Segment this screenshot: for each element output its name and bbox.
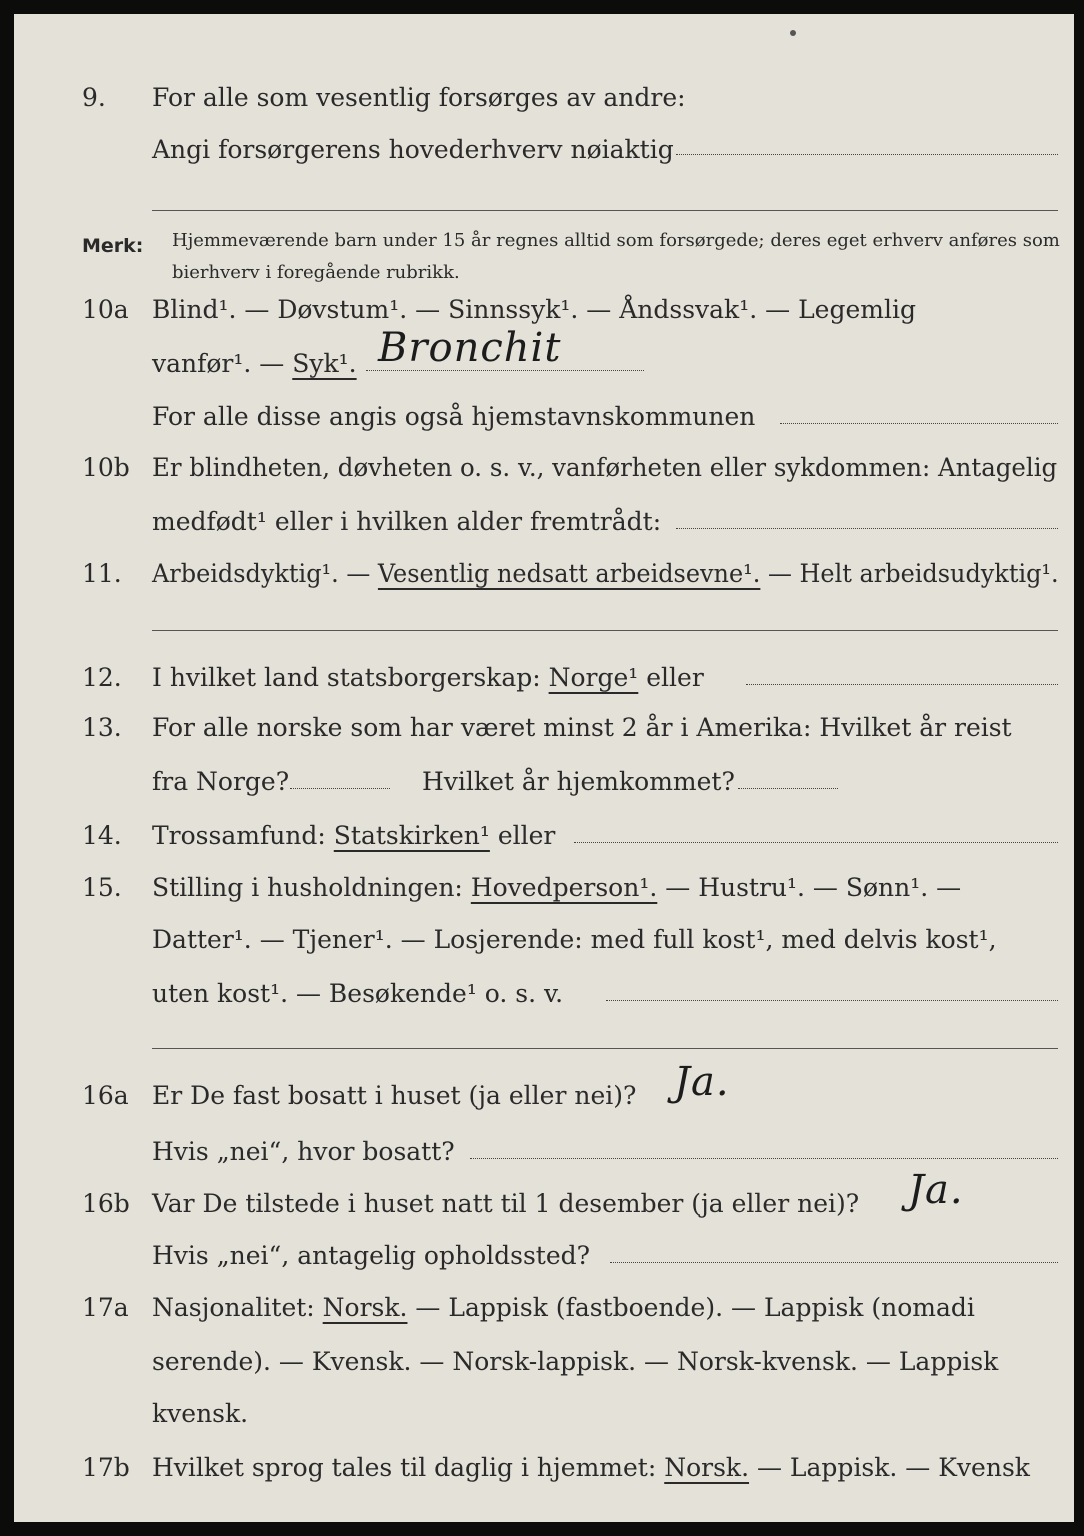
q9-text2: Angi forsørgerens hovederhverv nøiaktig: [152, 135, 674, 164]
q15-line2: [14, 920, 1074, 960]
q17a-text3: kvensk.: [152, 1399, 249, 1428]
q15-answer-line[interactable]: [152, 1048, 1058, 1049]
q15-answer-field[interactable]: [606, 1000, 1058, 1001]
q9-answer-line[interactable]: [152, 210, 1058, 211]
q14-text-wrap: [152, 816, 555, 856]
q12-text: I hvilket land statsborgerskap:: [152, 663, 549, 692]
q12-answer-field[interactable]: [746, 684, 1058, 685]
q10b-text: Er blindheten, døvheten o. s. v., vanførheten eller sykdommen: Antagelig: [152, 453, 1058, 482]
q10a-line2: [14, 325, 1074, 384]
q15-number: 15.: [82, 873, 122, 902]
census-form-page: [14, 14, 1074, 1522]
q14-text: Trossamfund:: [152, 821, 334, 850]
q16a-line1: [14, 1059, 1074, 1116]
q13-line1: [14, 708, 1074, 748]
q17a-text-wrap: [152, 1288, 975, 1328]
q13-reist-field[interactable]: [290, 788, 390, 789]
q17a-number: 17a: [82, 1293, 129, 1322]
merk-label: Merk:: [82, 235, 144, 257]
q16a-text: Er De fast bosatt i huset (ja eller nei)?: [152, 1081, 637, 1110]
q15-text2: Datter¹. — Tjener¹. — Losjerende: med full kost¹, med delvis kost¹,: [152, 925, 997, 954]
q9-answer-field[interactable]: [676, 154, 1058, 155]
q13-text: For alle norske som har været minst 2 år i Amerika: Hvilket år reist: [152, 713, 1012, 742]
q10a-text3: For alle disse angis også hjemstavnskommunen: [152, 402, 756, 431]
q17a-line3: [14, 1394, 1074, 1434]
q17b-norsk: Norsk.: [664, 1453, 750, 1482]
q17b-rest: — Lappisk. — Kvensk: [749, 1453, 1030, 1482]
q13-line2: [14, 762, 1074, 802]
q11-line: [14, 554, 1074, 594]
q16a-number: 16a: [82, 1081, 129, 1110]
q10b-line2: [14, 502, 1074, 542]
q17a-text: Nasjonalitet:: [152, 1293, 323, 1322]
q17a-text2: serende). — Kvensk. — Norsk-lappisk. — Norsk-kvensk. — Lappisk: [152, 1347, 999, 1376]
q10a-hjemstavn-field[interactable]: [780, 423, 1058, 424]
q11-option-a: Arbeidsdyktig¹. —: [152, 559, 378, 588]
q17a-line2: [14, 1342, 1074, 1382]
q11-option-b: Vesentlig nedsatt arbeidsevne¹.: [377, 559, 761, 588]
q16a-line2: [14, 1132, 1074, 1172]
q17a-line1: [14, 1288, 1074, 1328]
q16b-line1: [14, 1167, 1074, 1224]
q17b-text-wrap: [152, 1448, 1030, 1488]
ink-spot: [790, 30, 796, 36]
q15-text-wrap: [152, 868, 961, 908]
q10b-number: 10b: [82, 453, 130, 482]
q9-line2: [14, 130, 1074, 170]
q12-eller: eller: [638, 663, 704, 692]
q12-norge: Norge¹: [548, 663, 639, 692]
q16b-text: Var De tilstede i huset natt til 1 desember (ja eller nei)?: [152, 1189, 860, 1218]
q14-line: [14, 816, 1074, 856]
q14-number: 14.: [82, 821, 122, 850]
q10a-syk: Syk¹.: [292, 349, 357, 378]
q15-text3: uten kost¹. — Besøkende¹ o. s. v.: [152, 979, 564, 1008]
q16b-line2: [14, 1236, 1074, 1276]
q16a-handwriting: Ja.: [674, 1059, 730, 1105]
q17b-line: [14, 1448, 1074, 1488]
q9-text: For alle som vesentlig forsørges av andre:: [152, 83, 686, 112]
q17a-rest: — Lappisk (fastboende). — Lappisk (nomadi: [407, 1293, 975, 1322]
q16a-text2: Hvis „nei“, hvor bosatt?: [152, 1137, 455, 1166]
q15-line3: [14, 974, 1074, 1014]
q15-line1: [14, 868, 1074, 908]
q10a-line1: [14, 290, 1074, 330]
q12-number: 12.: [82, 663, 122, 692]
q13-hjemkommet-field[interactable]: [738, 788, 838, 789]
q13-reist: fra Norge?: [152, 767, 290, 796]
q16b-answer-field[interactable]: [610, 1262, 1058, 1263]
q10b-text2: medfødt¹ eller i hvilken alder fremtrådt:: [152, 507, 662, 536]
q11-option-c: — Helt arbeidsudyktig¹.: [760, 559, 1059, 588]
merk-note: [14, 226, 1074, 296]
q11-answer-line[interactable]: [152, 630, 1058, 631]
q15-hovedperson: Hovedperson¹.: [470, 873, 658, 902]
q10a-text: Blind¹. — Døvstum¹. — Sinnssyk¹. — Åndssvak¹. — Legemlig: [152, 295, 916, 324]
q14-answer-field[interactable]: [574, 842, 1058, 843]
q12-line: [14, 658, 1074, 698]
q17a-norsk: Norsk.: [322, 1293, 408, 1322]
q10b-line1: [14, 448, 1074, 488]
q12-text-wrap: [152, 658, 704, 698]
q9-line1: [14, 78, 1074, 118]
q10a-handwriting: Bronchit: [378, 325, 562, 371]
q15-text: Stilling i husholdningen:: [152, 873, 471, 902]
q16b-number: 16b: [82, 1189, 130, 1218]
q10a-number: 10a: [82, 295, 129, 324]
q16b-text2: Hvis „nei“, antagelig opholdssted?: [152, 1241, 591, 1270]
q10b-answer-field[interactable]: [676, 528, 1058, 529]
q14-eller: eller: [489, 821, 556, 850]
q16a-answer-field[interactable]: [470, 1158, 1058, 1159]
q11-text-wrap: [152, 554, 1059, 594]
q17b-text: Hvilket sprog tales til daglig i hjemmet:: [152, 1453, 665, 1482]
q11-number: 11.: [82, 559, 122, 588]
q13-hjemkommet: Hvilket år hjemkommet?: [422, 767, 735, 796]
q14-statskirken: Statskirken¹: [333, 821, 490, 850]
q10a-vanfor: vanfør¹. —: [152, 349, 293, 378]
merk-text: Hjemmeværende barn under 15 år regnes alltid som forsørgede; deres eget erhverv anføres som bierhverv i foregående rubrikk.: [172, 230, 1060, 283]
q17b-number: 17b: [82, 1453, 130, 1482]
q10a-text2-wrap: [152, 344, 357, 384]
q10a-line3: [14, 397, 1074, 437]
q9-number: 9.: [82, 83, 106, 112]
q15-rest: — Hustru¹. — Sønn¹. —: [657, 873, 962, 902]
q13-number: 13.: [82, 713, 122, 742]
q16b-handwriting: Ja.: [908, 1167, 964, 1213]
